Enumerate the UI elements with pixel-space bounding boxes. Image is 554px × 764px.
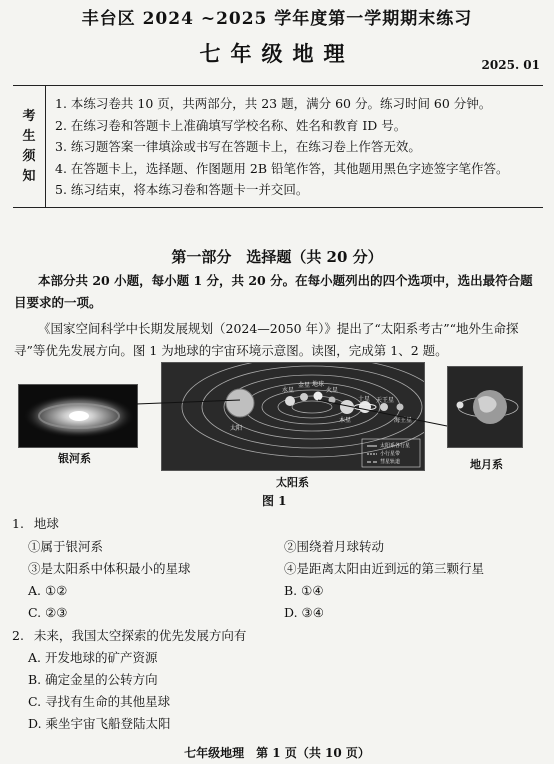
question-1 xyxy=(12,514,542,534)
section-title: 第一部分 选择题（共 20 分） xyxy=(171,248,383,266)
notice-label xyxy=(13,86,46,207)
notice-items xyxy=(55,93,541,201)
notice-label-char: 知 xyxy=(22,168,36,184)
statement: ②围绕着月球转动 xyxy=(284,539,385,554)
question-number: 2. xyxy=(12,628,24,643)
answer-option-a[interactable]: A. 开发地球的矿产资源 xyxy=(28,650,158,665)
legend-item: 小行星带 xyxy=(380,451,401,457)
statement: ③是太阳系中体积最小的星球 xyxy=(28,561,191,576)
earth-moon-label: 地月系 xyxy=(470,458,503,471)
notice-item: 2. 在练习卷和答题卡上准确填写学校名称、姓名和教育 ID 号。 xyxy=(55,117,407,133)
planet-label: 天王星 xyxy=(376,397,395,404)
notice-label-char: 考 xyxy=(22,108,36,124)
earth-moon-image xyxy=(447,366,523,448)
statement: ④是距离太阳由近到远的第三颗行星 xyxy=(284,561,485,576)
answer-option-b[interactable]: B. ①④ xyxy=(284,583,324,598)
question-stem: 地球 xyxy=(33,516,59,531)
notice-label-char: 生 xyxy=(22,128,36,144)
legend-item: 太阳系各行星 xyxy=(380,443,411,449)
planet-label: 火星 xyxy=(326,387,339,394)
planet-label: 海王星 xyxy=(394,417,413,424)
question-context: 《国家空间科学中长期发展规划（2024—2050 年）》提出了“太阳系考古”“地外生命探寻”等优先发展方向。图 1 为地球的宇宙环境示意图。读图，完成第 1、2 题。 xyxy=(14,321,519,358)
planet-label: 地球 xyxy=(312,381,325,388)
planet-label: 土星 xyxy=(358,396,371,403)
planet-label: 水星 xyxy=(282,387,295,394)
galaxy-label: 银河系 xyxy=(58,452,91,465)
subject-title: 七年级地理 xyxy=(199,41,355,66)
answer-option-d[interactable]: D. ③④ xyxy=(284,605,324,620)
exam-title: 丰台区 2024 ~2025 学年度第一学期期末练习 xyxy=(81,9,473,29)
planet-label: 木星 xyxy=(339,417,352,424)
exam-date: 2025. 01 xyxy=(481,58,540,72)
question-2 xyxy=(12,626,542,646)
figure-caption: 图 1 xyxy=(262,494,287,508)
answer-option-b[interactable]: B. 确定金星的公转方向 xyxy=(28,672,158,687)
notice-item: 4. 在答题卡上，选择题、作图题用 2B 铅笔作答，其他题用黑色字迹签字笔作答。 xyxy=(55,160,509,176)
question-number: 1. xyxy=(12,516,24,531)
notice-label-char: 须 xyxy=(22,148,36,164)
notice-box xyxy=(13,85,543,208)
statement: ①属于银河系 xyxy=(28,539,104,554)
notice-item: 5. 练习结束，将本练习卷和答题卡一并交回。 xyxy=(55,182,309,198)
notice-item: 1. 本练习卷共 10 页，共两部分，共 23 题，满分 60 分。练习时间 60 分钟。 xyxy=(55,96,492,111)
page-footer: 七年级地理 第 1 页（共 10 页） xyxy=(184,746,370,760)
question-stem: 未来，我国太空探索的优先发展方向有 xyxy=(33,628,247,643)
notice-item: 3. 练习题答案一律填涂或书写在答题卡上，在练习卷上作答无效。 xyxy=(55,139,421,155)
section-intro: 本部分共 20 小题，每小题 1 分，共 20 分。在每小题列出的四个选项中，选出最符合题目要求的一项。 xyxy=(14,273,533,310)
planet-label: 金星 xyxy=(298,382,311,389)
solar-system-label: 太阳系 xyxy=(276,476,309,489)
answer-option-c[interactable]: C. 寻找有生命的其他星球 xyxy=(28,694,171,709)
legend-item: 彗星轨道 xyxy=(380,459,401,465)
answer-option-d[interactable]: D. 乘坐宇宙飞船登陆太阳 xyxy=(28,716,171,731)
answer-option-a[interactable]: A. ①② xyxy=(28,583,68,598)
answer-option-c[interactable]: C. ②③ xyxy=(28,605,68,620)
planet-label: 太阳 xyxy=(230,425,243,432)
